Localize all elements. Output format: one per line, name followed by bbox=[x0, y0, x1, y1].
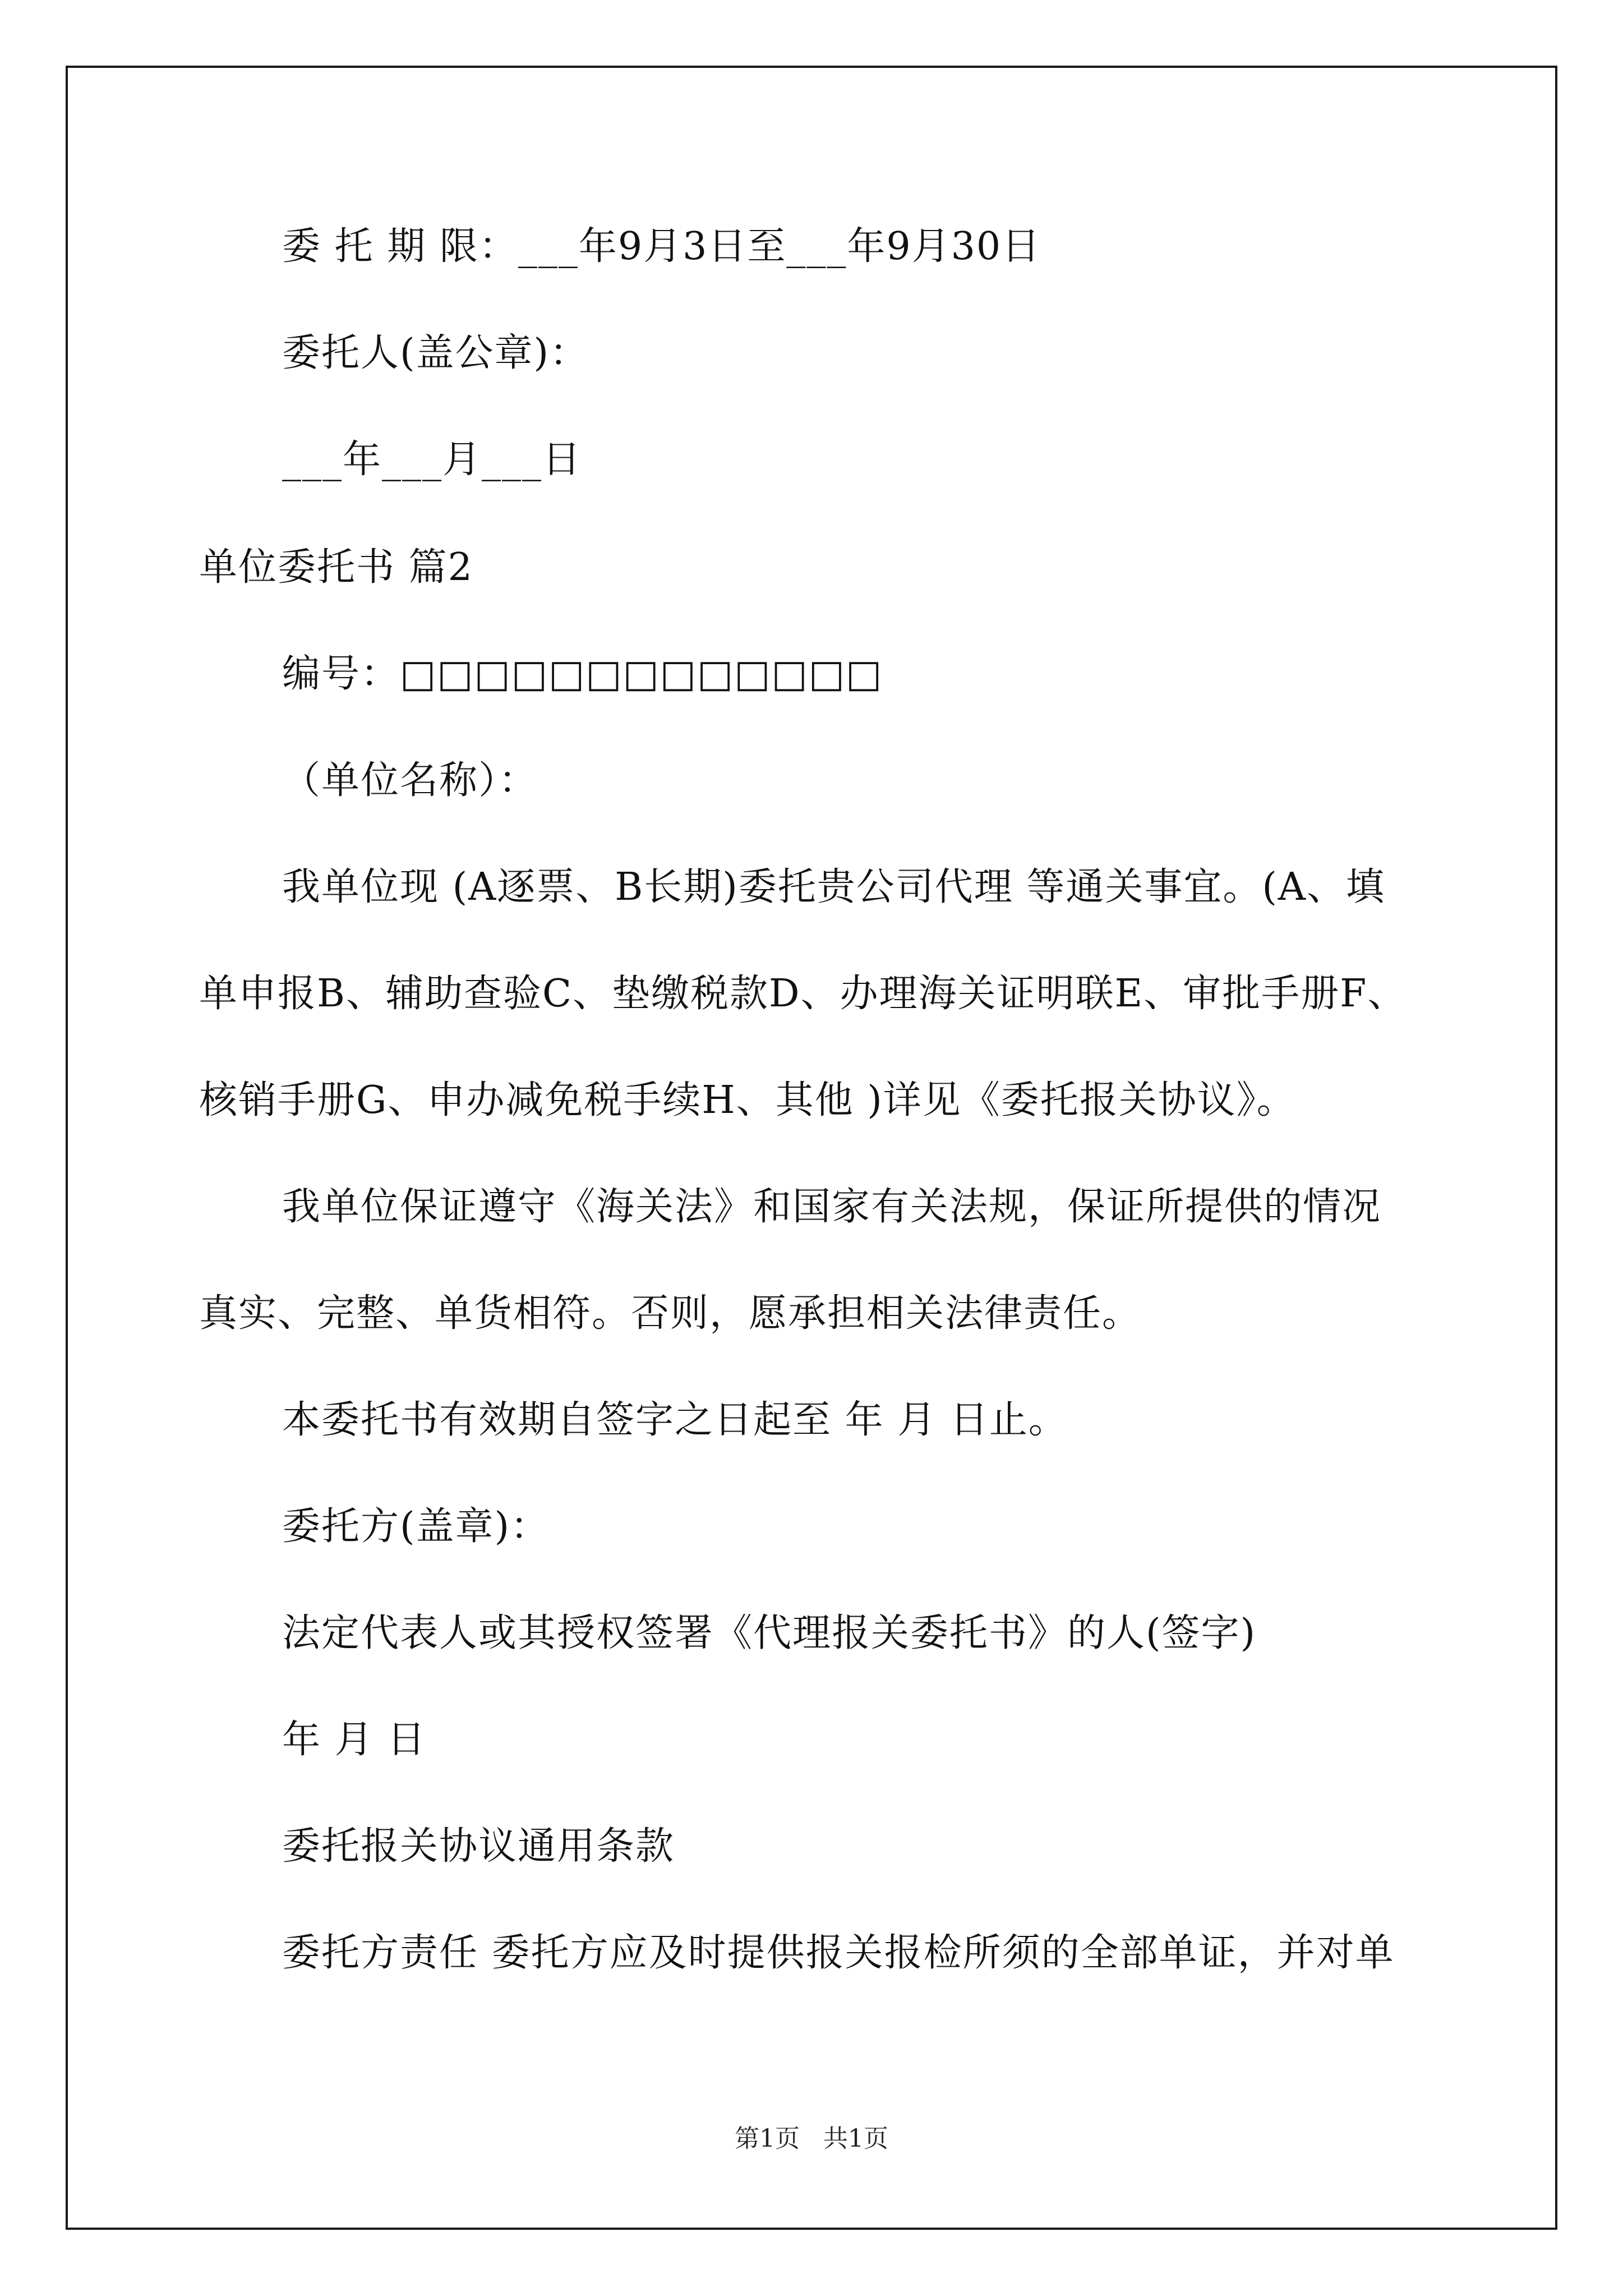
serial-number-line: 编号：□□□□□□□□□□□□□ bbox=[282, 652, 883, 696]
paragraph-line: 核销手册G、申办减免税手续H、其他 )详见《委托报关协议》。 bbox=[199, 1078, 1296, 1122]
section-heading: 单位委托书 篇2 bbox=[199, 545, 473, 590]
entrust-period-line: 委 托 期 限：___年9月3日至___年9月30日 bbox=[282, 224, 1041, 269]
page-footer: 第1页 共1页 bbox=[735, 2124, 888, 2153]
paragraph-line: 我单位保证遵守《海关法》和国家有关法规，保证所提供的情况 bbox=[282, 1185, 1382, 1229]
entrusting-party-seal-line: 委托人(盖公章)： bbox=[282, 331, 589, 375]
client-seal-line: 委托方(盖章)： bbox=[282, 1504, 550, 1549]
unit-name-line: （单位名称）： bbox=[282, 758, 538, 803]
paragraph-line: 单申报B、辅助查验C、垫缴税款D、办理海关证明联E、审批手册F、 bbox=[199, 972, 1407, 1016]
page-border bbox=[66, 66, 1557, 2230]
signature-line: 法定代表人或其授权签署《代理报关委托书》的人(签字) bbox=[282, 1611, 1257, 1655]
paragraph-line: 我单位现 (A逐票、B长期)委托贵公司代理 等通关事宜。(A、填 bbox=[282, 865, 1386, 909]
date-line: ___年___月___日 bbox=[282, 438, 582, 482]
validity-line: 本委托书有效期自签字之日起至 年 月 日止。 bbox=[282, 1398, 1068, 1442]
paragraph-line: 真实、完整、单货相符。否则，愿承担相关法律责任。 bbox=[199, 1291, 1142, 1336]
general-terms-heading: 委托报关协议通用条款 bbox=[282, 1824, 675, 1869]
paragraph-line: 委托方责任 委托方应及时提供报关报检所须的全部单证，并对单 bbox=[282, 1931, 1395, 1975]
signature-date-line: 年 月 日 bbox=[282, 1718, 427, 1762]
